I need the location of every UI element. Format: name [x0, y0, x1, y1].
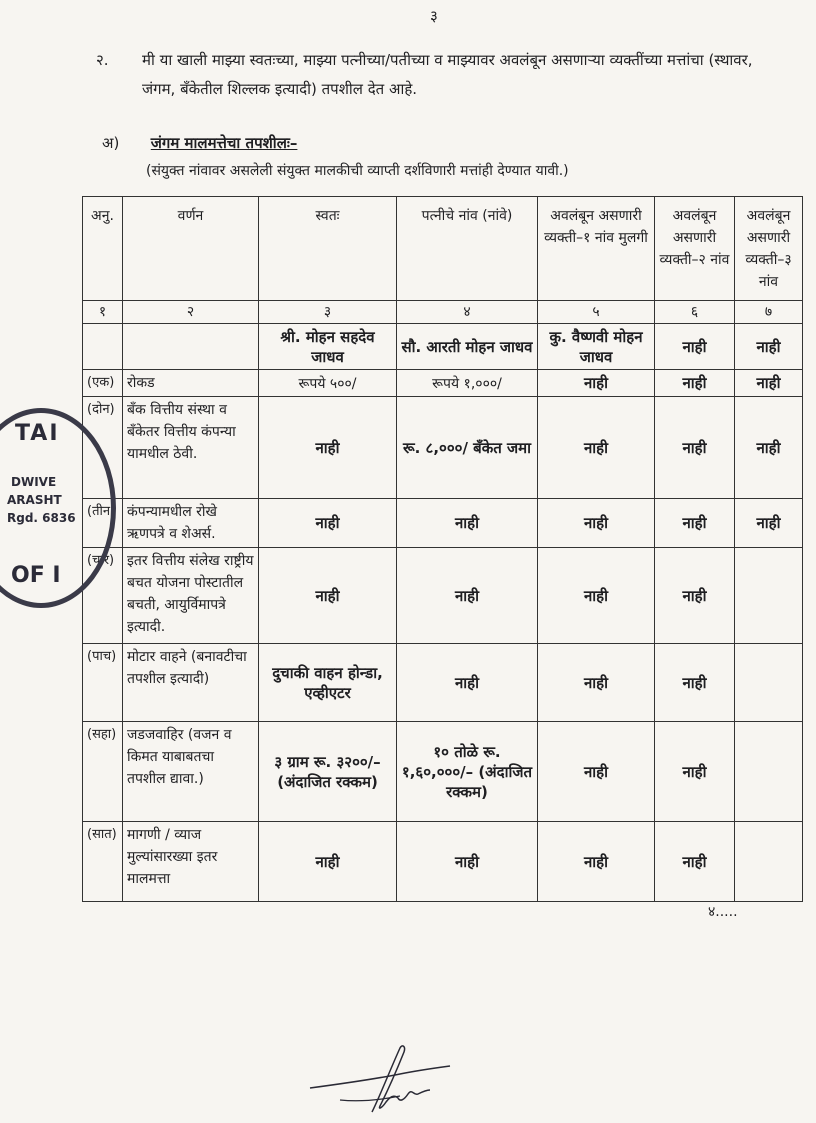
column-number: ४ — [397, 301, 538, 324]
dependent2-value: नाही — [655, 644, 735, 722]
dependent1-value: नाही — [538, 722, 655, 822]
row-description: कंपन्यामधील रोखे ऋणपत्रे व शेअर्स. — [123, 499, 259, 548]
header-cell: अवलंबून असणारी व्यक्ती–१ नांव मुलगी — [538, 197, 655, 301]
stamp-text: TAI — [15, 421, 60, 446]
name-cell: सौ. आरती मोहन जाधव — [397, 324, 538, 370]
row-number: (तीन) — [83, 499, 123, 548]
dependent1-value: नाही — [538, 822, 655, 902]
row-number: (सात) — [83, 822, 123, 902]
dependent1-value: नाही — [538, 370, 655, 397]
dependent3-value — [735, 722, 803, 822]
column-number: ५ — [538, 301, 655, 324]
dependent1-value: नाही — [538, 397, 655, 499]
intro-paragraph — [96, 46, 776, 104]
dependent2-value: नाही — [655, 822, 735, 902]
name-cell: कु. वैष्णवी मोहन जाधव — [538, 324, 655, 370]
spouse-value: रूपये १,०००/ — [397, 370, 538, 397]
names-row — [83, 324, 803, 370]
dependent3-value — [735, 548, 803, 644]
self-value: रूपये ५००/ — [259, 370, 397, 397]
table-row — [83, 370, 803, 397]
header-cell: अवलंबून असणारी व्यक्ती–२ नांव — [655, 197, 735, 301]
column-number-row — [83, 301, 803, 324]
continuation-marker: ४..... — [708, 904, 738, 920]
movable-assets-table — [82, 196, 803, 902]
row-number: (दोन) — [83, 397, 123, 499]
header-cell: स्वतः — [259, 197, 397, 301]
table-row — [83, 644, 803, 722]
signature — [300, 1040, 460, 1120]
name-cell: श्री. मोहन सहदेव जाधव — [259, 324, 397, 370]
dependent3-value: नाही — [735, 397, 803, 499]
header-cell: पत्नीचे नांव (नांवे) — [397, 197, 538, 301]
row-description: जडजवाहिर (वजन व किमत याबाबतचा तपशील द्यावा.) — [123, 722, 259, 822]
paragraph-number: २. — [96, 51, 109, 69]
self-value: नाही — [259, 548, 397, 644]
dependent2-value: नाही — [655, 548, 735, 644]
dependent1-value: नाही — [538, 548, 655, 644]
table-row — [83, 397, 803, 499]
name-cell — [123, 324, 259, 370]
column-number: ७ — [735, 301, 803, 324]
row-description: रोकड — [123, 370, 259, 397]
section-heading — [102, 133, 297, 153]
assets-table-container — [82, 196, 792, 918]
self-value: दुचाकी वाहन होन्डा, एव्हीएटर — [259, 644, 397, 722]
dependent1-value: नाही — [538, 499, 655, 548]
spouse-value: नाही — [397, 548, 538, 644]
row-description: मोटार वाहने (बनावटीचा तपशील इत्यादी) — [123, 644, 259, 722]
row-number: (एक) — [83, 370, 123, 397]
dependent3-value: नाही — [735, 499, 803, 548]
dependent1-value: नाही — [538, 644, 655, 722]
dependent3-value — [735, 822, 803, 902]
column-number: २ — [123, 301, 259, 324]
column-number: ६ — [655, 301, 735, 324]
header-cell: वर्णन — [123, 197, 259, 301]
column-number: ३ — [259, 301, 397, 324]
header-cell: अवलंबून असणारी व्यक्ती–३ नांव — [735, 197, 803, 301]
dependent2-value: नाही — [655, 722, 735, 822]
stamp-text: OF I — [11, 563, 61, 588]
row-number: (पाच) — [83, 644, 123, 722]
row-description: बँक वित्तीय संस्था व बँकेतर वित्तीय कंपन्या यामधील ठेवी. — [123, 397, 259, 499]
row-number: (चार) — [83, 548, 123, 644]
dependent3-value: नाही — [735, 370, 803, 397]
spouse-value: रू. ८,०००/ बँकेत जमा — [397, 397, 538, 499]
page-number: ३ — [430, 7, 438, 25]
dependent2-value: नाही — [655, 370, 735, 397]
stamp-text: Rgd. 6836 — [7, 511, 76, 525]
name-cell — [83, 324, 123, 370]
row-description: इतर वित्तीय संलेख राष्ट्रीय बचत योजना पोस्टातील बचती, आयुर्विमापत्रे इत्यादी. — [123, 548, 259, 644]
dependent2-value: नाही — [655, 397, 735, 499]
self-value: नाही — [259, 499, 397, 548]
name-cell: नाही — [735, 324, 803, 370]
spouse-value: नाही — [397, 499, 538, 548]
stamp-text: ARASHT — [7, 493, 62, 507]
self-value: ३ ग्राम रू. ३२००/– (अंदाजित रक्कम) — [259, 722, 397, 822]
row-description: मागणी / व्याज मुल्यांसारख्या इतर मालमत्ता — [123, 822, 259, 902]
table-row — [83, 548, 803, 644]
table-row — [83, 499, 803, 548]
header-cell: अनु. — [83, 197, 123, 301]
name-cell: नाही — [655, 324, 735, 370]
spouse-value: नाही — [397, 644, 538, 722]
table-row — [83, 822, 803, 902]
dependent3-value — [735, 644, 803, 722]
section-label: अ) — [102, 134, 120, 152]
spouse-value: १० तोळे रू. १,६०,०००/– (अंदाजित रक्कम) — [397, 722, 538, 822]
header-row — [83, 197, 803, 301]
spouse-value: नाही — [397, 822, 538, 902]
section-note: (संयुक्त नांवावर असलेली संयुक्त मालकीची व्याप्ती दर्शविणारी मत्तांही देण्यात यावी.) — [146, 163, 569, 179]
self-value: नाही — [259, 397, 397, 499]
section-title: जंगम मालमत्तेचा तपशीलः– — [150, 134, 298, 152]
row-number: (सहा) — [83, 722, 123, 822]
dependent2-value: नाही — [655, 499, 735, 548]
column-number: १ — [83, 301, 123, 324]
self-value: नाही — [259, 822, 397, 902]
paragraph-text: मी या खाली माझ्या स्वतःच्या, माझ्या पत्नीच्या/पतीच्या व माझ्यावर अवलंबून असणाऱ्या व्यक्तींच्या मत्तांचा (स्थावर, जंगम, बँकेतील शिल्लक इत्यादी) तपशील देत आहे. — [142, 51, 753, 98]
table-row — [83, 722, 803, 822]
stamp-text: DWIVE — [11, 475, 57, 489]
